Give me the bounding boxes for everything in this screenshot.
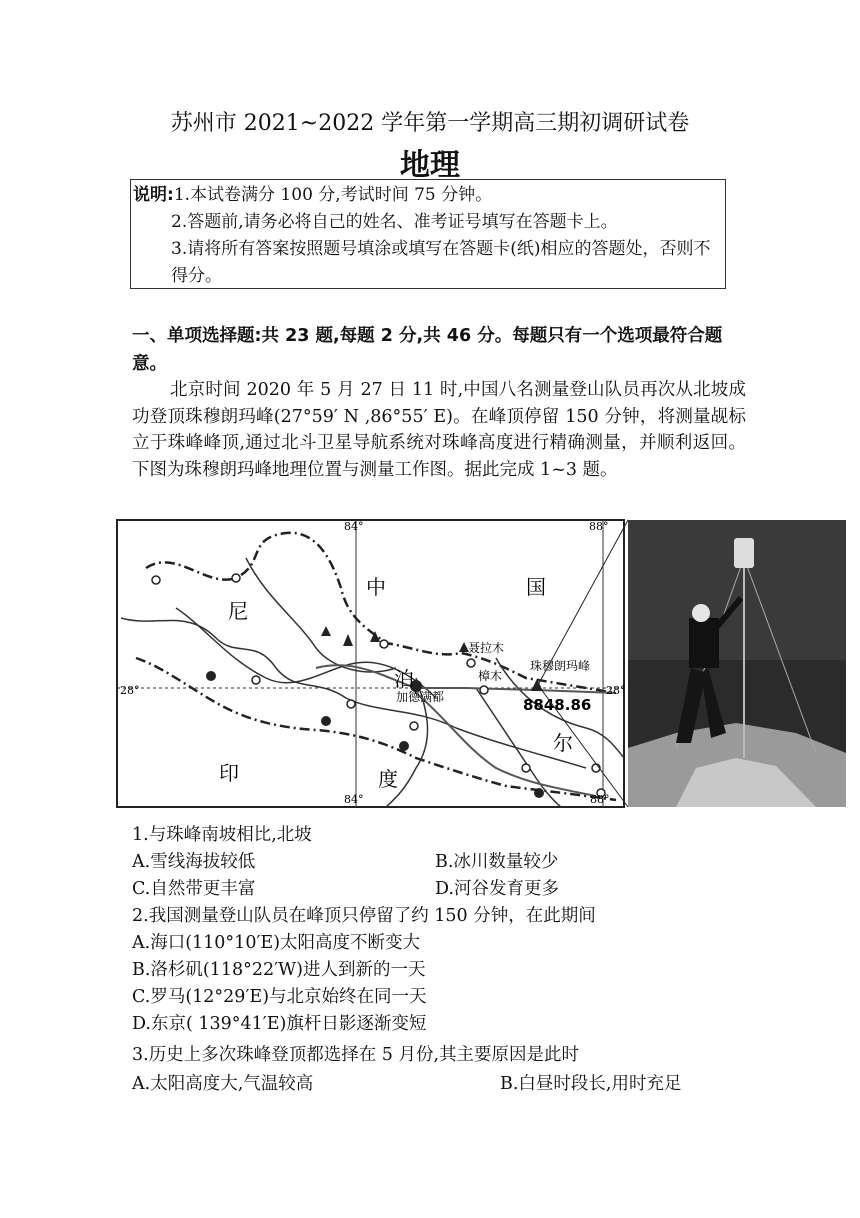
question-1-option-d: D.河谷发育更多 (435, 879, 559, 899)
label-india-2: 度 (378, 767, 398, 791)
label-nepal-2: 泊 (394, 667, 414, 691)
instruction-3: 3.请将所有答案按照题号填涂或填写在答题卡(纸)相应的答题处，否则不得分。 (171, 239, 711, 286)
question-1-option-a: A.雪线海拔较低 (132, 852, 256, 872)
exam-title: 苏州市 2021~2022 学年第一学期高三期初调研试卷 (170, 111, 690, 136)
label-elevation: 8848.86 (523, 696, 592, 714)
label-china-2: 国 (526, 575, 546, 599)
label-zhangmu: 樟木 (478, 669, 503, 683)
instructions-box (130, 179, 726, 289)
zhangmu-marker (480, 686, 488, 694)
summit-photo (628, 520, 846, 807)
lat-label-right: 28° (606, 684, 626, 697)
lon-label-top-right: 88° (589, 520, 609, 533)
question-2-option-d: D.东京( 139°41′E)旗杆日影逐渐变短 (132, 1014, 427, 1034)
question-3-option-a: A.太阳高度大,气温较高 (132, 1074, 314, 1094)
lat-label-left: 28° (120, 684, 140, 697)
lon-label-top-left: 84° (344, 520, 364, 533)
question-3-stem: 3.历史上多次珠峰登顶都选择在 5 月份,其主要原因是此时 (132, 1045, 580, 1065)
question-3-option-b: B.白昼时段长,用时充足 (500, 1074, 682, 1094)
passage-text: 北京时间 2020 年 5 月 27 日 11 时,中国八名测量登山队员再次从北坡成功登顶珠穆朗玛峰(27°59′ N ,86°55′ E)。在峰顶停留 150 分钟，将测量觇标立于珠峰峰顶,通过北斗卫星导航系统对珠峰高度进行精确测量，并顺利返回。下图为珠穆朗玛峰地理位置与测量工作图。据此完成 1~3 题。 (132, 380, 746, 480)
instructions-label: 说明: (133, 185, 174, 205)
label-china-1: 中 (366, 575, 386, 599)
instruction-2: 2.答题前,请务必将自己的姓名、准考证号填写在答题卡上。 (171, 212, 618, 232)
question-1-stem: 1.与珠峰南坡相比,北坡 (132, 825, 312, 845)
question-passage (132, 377, 746, 483)
question-2-option-c: C.罗马(12°29′E)与北京始终在同一天 (132, 987, 427, 1007)
instruction-1: 1.本试卷满分 100 分,考试时间 75 分钟。 (173, 185, 493, 205)
question-1-option-b: B.冰川数量较少 (435, 852, 559, 872)
question-2-stem: 2.我国测量登山队员在峰顶只停留了约 150 分钟，在此期间 (132, 906, 596, 926)
label-kathmandu: 加德满都 (396, 690, 445, 704)
question-1-option-c: C.自然带更丰富 (132, 879, 256, 899)
nyalam-marker (467, 659, 475, 667)
question-2-option-b: B.洛杉矶(118°22′W)进人到新的一天 (132, 960, 426, 980)
label-india-1: 印 (219, 761, 239, 785)
figure-map-photo (116, 518, 846, 809)
label-nepal-3: 尔 (553, 731, 573, 755)
label-nyalam: 聂拉木 (468, 641, 505, 655)
label-nepal-1: 尼 (228, 599, 248, 623)
lon-label-bottom-left: 84° (344, 793, 364, 806)
subject-title: 地理 (400, 148, 460, 183)
label-everest: 珠穆朗玛峰 (530, 659, 591, 673)
settlement-dot (534, 788, 544, 798)
question-2-option-a: A.海口(110°10′E)太阳高度不断变大 (132, 933, 421, 953)
section-heading: 一、单项选择题:共 23 题,每题 2 分,共 46 分。每题只有一个选项最符合题意。 (132, 326, 723, 374)
lon-label-bottom-right: 88° (590, 793, 610, 806)
